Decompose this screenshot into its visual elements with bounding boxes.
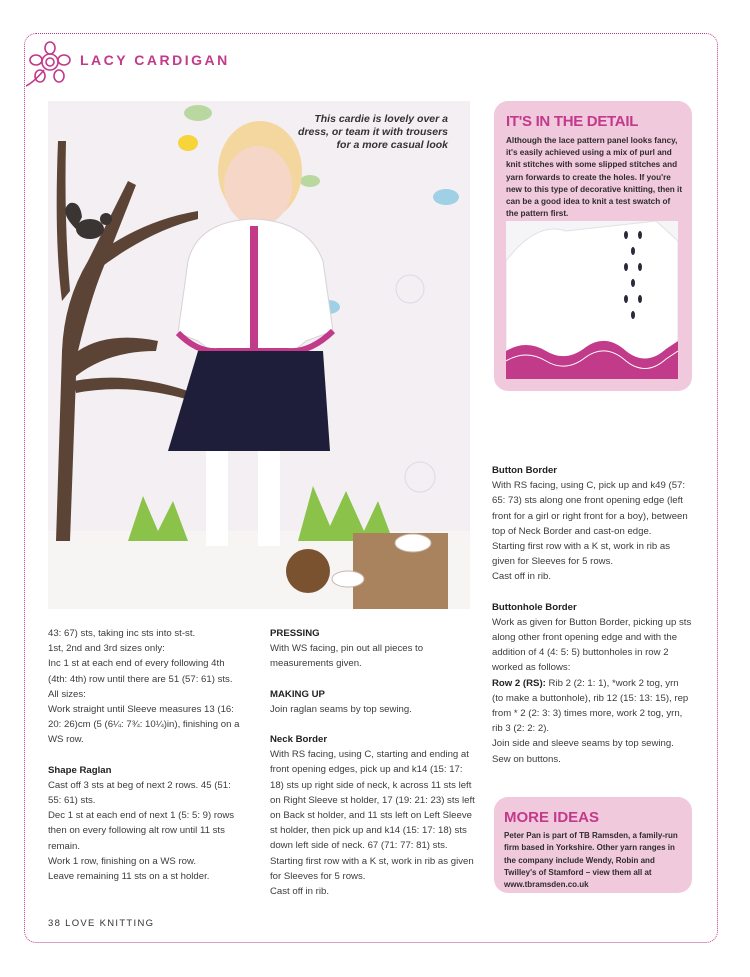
detail-sidebar [494, 101, 692, 391]
text-line: Dec 1 st at each end of next 1 (5: 5: 9) rows then on every following alt row until 11 sts remain. [48, 810, 235, 852]
text-line: Join side and sleeve seams by top sewing. Sew on buttons. [492, 738, 674, 765]
detail-title: IT'S IN THE DETAIL [506, 113, 639, 130]
text-line: Work 1 row, finishing on a WS row. [48, 855, 197, 867]
text-line: With WS facing, pin out all pieces to measurements given. [270, 643, 424, 670]
text-line: Work as given for Button Border, picking up sts along other front opening edge and with the addition of 4 (4: 5: 5) buttonholes in row 2 worked as follows: [492, 616, 692, 674]
toddler-cardigan-illustration [48, 101, 470, 609]
text-line: Inc 1 st at each end of every following 4th (4th: 4th) row until there are 51 (57: 61) sts. [48, 658, 233, 685]
page-footer: 38 LOVE KNITTING [48, 918, 155, 929]
page-title: LACY CARDIGAN [80, 52, 230, 68]
section-heading-neck-border: Neck Border [270, 734, 328, 746]
section-heading-shape-raglan: Shape Raglan [48, 764, 112, 776]
section-heading-pressing: PRESSING [270, 628, 320, 639]
section-heading-button-border: Button Border [492, 465, 558, 476]
more-ideas-body: Peter Pan is part of TB Ramsden, a family-run firm based in Yorkshire. Other yarn ranges in the company include Wendy, Robin and Twilley's of Stamford – view them all at www.tbramsden.co.uk [504, 831, 678, 890]
row-2-instruction [492, 676, 692, 737]
pattern-column-1 [48, 626, 246, 884]
text-line: 1st, 2nd and 3rd sizes only: [48, 643, 165, 655]
row-2-text: Rib 2 (2: 1: 1), *work 2 tog, yrn (to make a buttonhole), rib 12 (15: 13: 15), rep from * 2 (2: 3: 3) times more, work 2 tog, yrn, rib 3 (2: 2: 2). [492, 677, 689, 735]
section-heading-buttonhole-border: Buttonhole Border [492, 601, 577, 613]
text-line: Leave remaining 11 sts on a st holder. [48, 871, 210, 883]
section-heading-making-up: MAKING UP [270, 688, 325, 700]
text-line: Cast off in rib. [270, 886, 330, 898]
text-line: Starting first row with a K st, work in rib as given for Sleeves for 5 rows. [492, 541, 671, 568]
text-line: 43: 67) sts, taking inc sts into st-st. [48, 628, 196, 639]
lace-panel-illustration [506, 221, 678, 379]
text-line: All sizes: [48, 688, 86, 700]
text-line: Work straight until Sleeve measures 13 (16: 20: 26)cm (5 (6¼: 7¾: 10¼)in), finishing on a WS row. [48, 704, 240, 746]
text-line: Cast off in rib. [492, 571, 552, 583]
pattern-column-3 [492, 463, 692, 767]
text-line: Starting first row with a K st, work in rib as given for Sleeves for 5 rows. [270, 855, 474, 882]
text-line: Join raglan seams by top sewing. [270, 703, 412, 715]
text-line: With RS facing, using C, starting and ending at front opening edges, pick up and k14 (15: 17: 18) sts up right side of neck, k across 11 sts left on Right Sleeve st holder, 17 (19: 21: 23) sts left on Back st holder, and 11 sts left on Left Sleeve st holder, then pick up and k14 (15: 17: 18) sts down left side of neck. 67 (71: 77: 81) sts. [270, 749, 475, 852]
detail-body: Although the lace pattern panel looks fancy, it's easily achieved using a mix of purl and knit stitches with some slipped stitches and yarn forwards to create the holes. If you're new to this type of decorative knitting, then it can be a good idea to knit a test swatch of the pattern first. [506, 136, 683, 219]
more-ideas-sidebar [494, 797, 692, 893]
lace-detail-photo [506, 221, 678, 379]
text-line: Cast off 3 sts at beg of next 2 rows. 45 (51: 55: 61) sts. [48, 779, 231, 807]
photo-caption: This cardie is lovely over a dress, or team it with trousers for a more casual look [298, 113, 448, 151]
more-ideas-title: MORE IDEAS [504, 809, 600, 826]
pattern-column-2 [270, 626, 475, 899]
row-2-label: Row 2 (RS): [492, 677, 546, 689]
text-line: With RS facing, using C, pick up and k49 (57: 65: 73) sts along one front opening edge (left front for a girl or right front for a boy), between top of Neck Border and cast-on edge. [492, 480, 688, 537]
flower-swirl-icon [26, 40, 74, 88]
main-photo [48, 101, 470, 609]
